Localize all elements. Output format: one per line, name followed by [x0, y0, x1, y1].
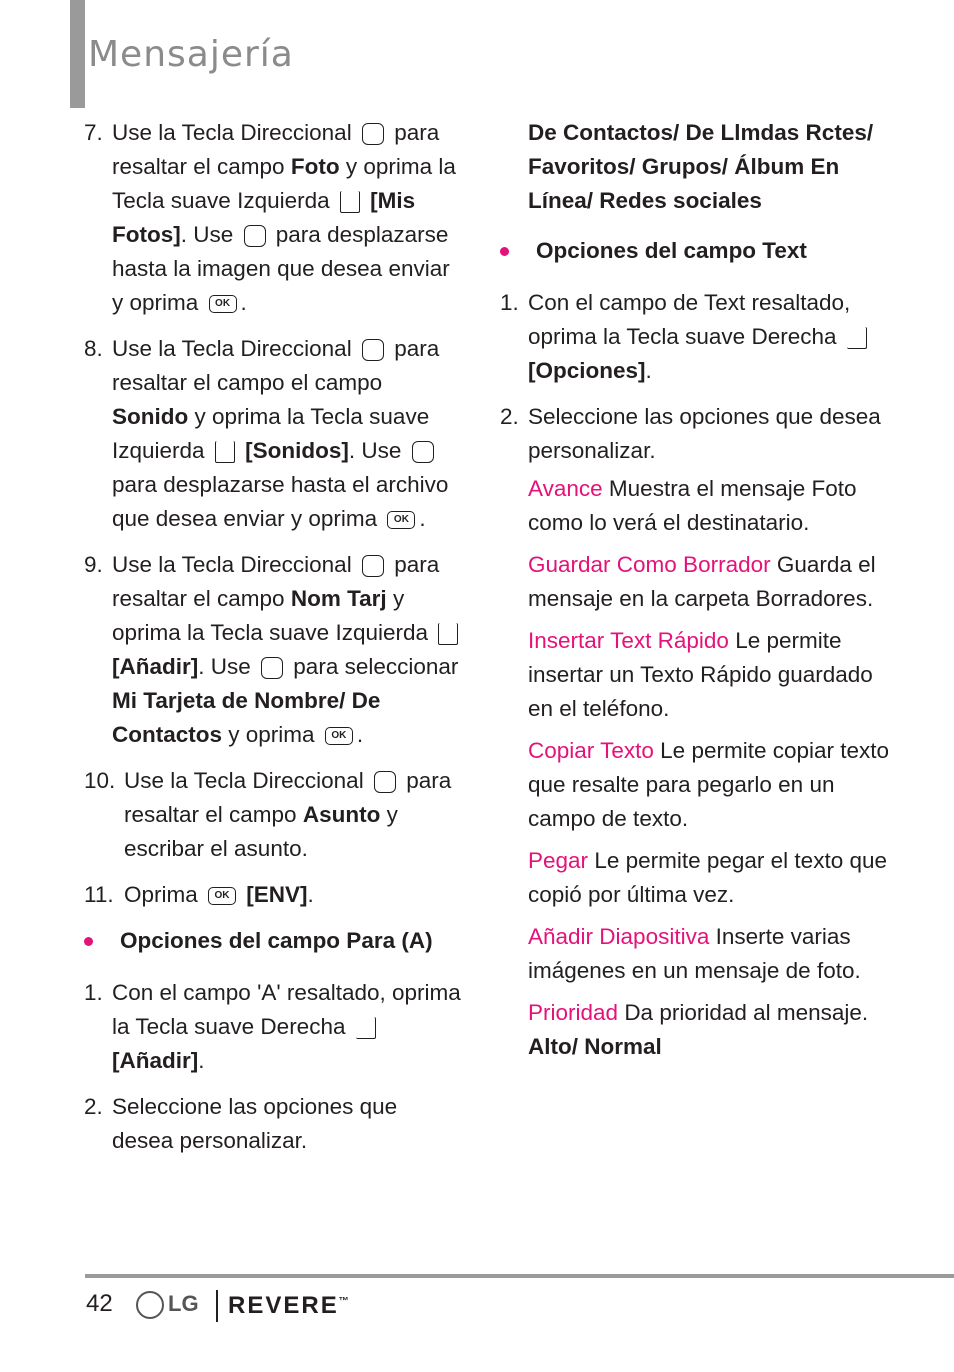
directional-key-icon: [412, 441, 434, 463]
right-soft-key-icon: [847, 327, 867, 349]
ok-key-icon: OK: [387, 511, 415, 529]
page-title: Mensajería: [88, 34, 294, 75]
option-insertar-text-rapido: Insertar Text Rápido Le permite insertar un Texto Rápido guardado en el teléfono.: [528, 628, 873, 721]
text-step-1: 1. Con el campo de Text resaltado, oprima la Tecla suave Derecha [Opciones].: [500, 286, 900, 388]
step-11: 11. Oprima OK [ENV].: [84, 882, 314, 907]
step-9: 9. Use la Tecla Direccional para resaltar el campo Nom Tarj y oprima la Tecla suave Izquierda [Añadir]. Use para seleccionar Mi Tarjeta de Nombre/ De Contactos y oprima OK .: [84, 552, 459, 747]
option-anadir-diapositiva: Añadir Diapositiva Inserte varias imágenes en un mensaje de foto.: [528, 924, 861, 983]
ok-key-icon: OK: [208, 887, 236, 905]
para-step-2: 2. Seleccione las opciones que desea personalizar.: [84, 1094, 398, 1153]
lg-logo: LG: [136, 1291, 199, 1319]
contacts-options: De Contactos/ De Llmdas Rctes/ Favoritos/ Grupos/ Álbum En Línea/ Redes sociales: [528, 120, 874, 213]
bullet-icon: [500, 247, 509, 256]
left-soft-key-icon: [340, 191, 360, 213]
option-prioridad: Prioridad Da prioridad al mensaje.: [528, 1000, 869, 1025]
footer-separator: [216, 1290, 218, 1322]
para-step-1: 1. Con el campo 'A' resaltado, oprima la Tecla suave Derecha [Añadir].: [84, 980, 461, 1073]
brand-name: REVERE™: [228, 1292, 351, 1319]
option-copiar-texto: Copiar Texto Le permite copiar texto que resalte para pegarlo en un campo de texto.: [528, 738, 890, 831]
step-8: 8. Use la Tecla Direccional para resaltar el campo el campo Sonido y oprima la Tecla suave Izquierda [Sonidos]. Use para desplazarse hasta el archivo que desea enviar y oprima OK .: [84, 336, 449, 531]
step-7: 7. Use la Tecla Direccional para resaltar el campo Foto y oprima la Tecla suave Izquierda [Mis Fotos]. Use para desplazarse hasta la imagen que desea enviar y oprima OK .: [84, 120, 456, 315]
ok-key-icon: OK: [209, 295, 237, 313]
priority-values: Alto/ Normal: [528, 1034, 662, 1059]
page-number: 42: [86, 1290, 113, 1317]
section-heading-para: Opciones del campo Para (A): [84, 924, 464, 958]
option-pegar: Pegar Le permite pegar el texto que copió por última vez.: [528, 848, 887, 907]
left-soft-key-icon: [438, 623, 458, 645]
header-tab: [70, 0, 85, 108]
directional-key-icon: [261, 657, 283, 679]
lg-logo-icon: [136, 1291, 164, 1319]
text-step-2: 2. Seleccione las opciones que desea personalizar.: [500, 404, 881, 463]
directional-key-icon: [362, 123, 384, 145]
directional-key-icon: [362, 555, 384, 577]
option-avance: Avance Muestra el mensaje Foto como lo verá el destinatario.: [528, 476, 857, 535]
directional-key-icon: [244, 225, 266, 247]
ok-key-icon: OK: [325, 727, 353, 745]
footer-divider: [85, 1274, 954, 1278]
directional-key-icon: [362, 339, 384, 361]
section-heading-text: Opciones del campo Text: [500, 234, 900, 268]
option-guardar-borrador: Guardar Como Borrador Guarda el mensaje en la carpeta Borradores.: [528, 552, 876, 611]
step-10: 10. Use la Tecla Direccional para resaltar el campo Asunto y escribar el asunto.: [84, 768, 452, 861]
left-soft-key-icon: [215, 441, 235, 463]
right-column: [500, 116, 900, 1064]
left-column: [84, 116, 464, 1170]
directional-key-icon: [374, 771, 396, 793]
bullet-icon: [84, 937, 93, 946]
right-soft-key-icon: [356, 1017, 376, 1039]
